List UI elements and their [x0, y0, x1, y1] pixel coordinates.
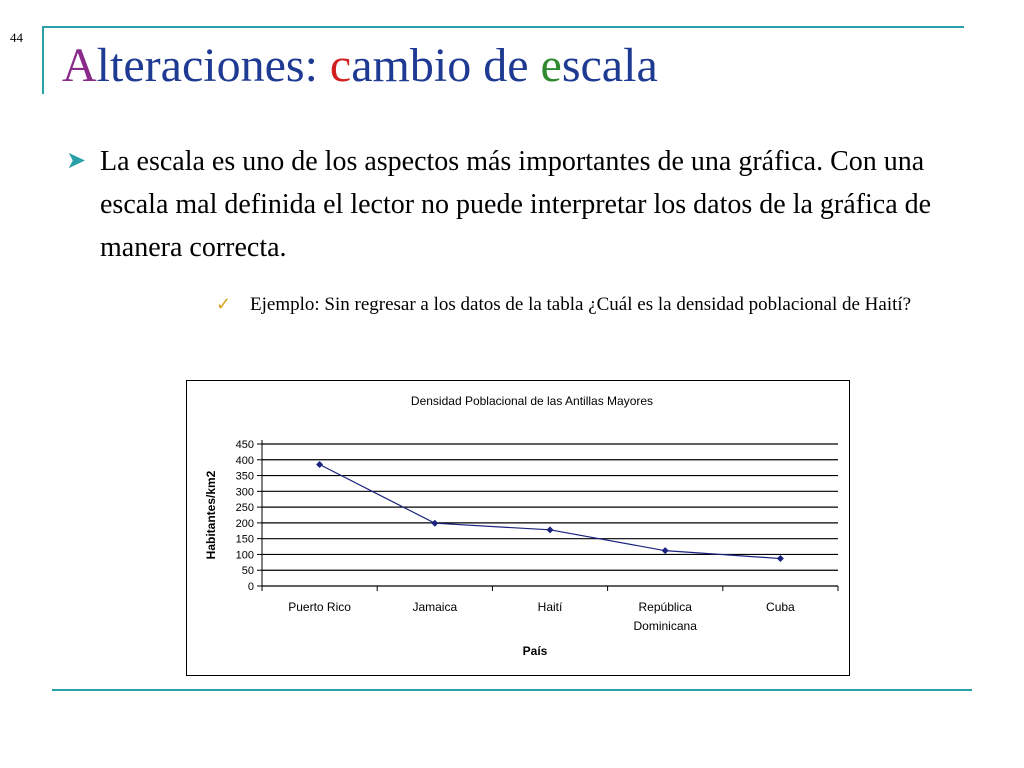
- y-tick-label: 450: [235, 439, 254, 451]
- data-point-marker: [316, 461, 323, 468]
- y-tick-label: 400: [235, 454, 254, 467]
- y-tick-label: 50: [241, 565, 254, 578]
- series-line: [320, 465, 781, 559]
- chart-container: [186, 380, 850, 676]
- frame-top-line: [42, 26, 964, 28]
- chart-title: Densidad Poblacional de las Antillas Mayores: [410, 394, 654, 408]
- data-point-marker: [662, 547, 669, 554]
- main-bullet-text: La escala es uno de los aspectos más importantes de una gráfica. Con una escala mal definida el lector no puede interpretar los datos de la gráfica de manera correcta.: [100, 146, 932, 263]
- x-tick-label: Jamaica: [412, 600, 458, 614]
- data-point-marker: [777, 555, 784, 562]
- x-tick-label: Dominicana: [633, 619, 697, 633]
- title-word-1: lteraciones:: [96, 39, 330, 92]
- footer-line: [52, 689, 972, 691]
- y-tick-label: 250: [235, 502, 254, 515]
- y-axis-label: Habitantes/km2: [204, 470, 218, 560]
- data-point-marker: [431, 520, 438, 527]
- slide-number: 44: [10, 30, 23, 45]
- x-tick-label: República: [638, 600, 692, 614]
- frame-vertical-line: [42, 26, 44, 94]
- title-word-2: ambio de: [351, 39, 541, 92]
- y-tick-label: 150: [235, 533, 254, 546]
- checkmark-icon: ✓: [216, 294, 232, 314]
- main-bullet: [66, 140, 966, 269]
- data-point-marker: [547, 526, 554, 533]
- slide-title: [62, 40, 658, 93]
- x-axis-label: País: [522, 644, 548, 658]
- sub-bullet-text: Ejemplo: Sin regresar a los datos de la tabla ¿Cuál es la densidad poblacional de Haití?: [250, 294, 912, 315]
- title-initial-e: e: [540, 39, 562, 92]
- title-initial-a: A: [62, 39, 97, 92]
- title-initial-c: c: [329, 39, 352, 92]
- arrow-bullet-icon: ➤: [66, 148, 87, 174]
- line-chart: [187, 381, 849, 675]
- y-tick-label: 200: [235, 517, 254, 530]
- sub-bullet: [216, 290, 936, 319]
- y-tick-label: 100: [235, 549, 254, 562]
- y-tick-label: 0: [247, 581, 254, 593]
- x-tick-label: Puerto Rico: [288, 600, 351, 614]
- title-word-3: scala: [561, 39, 658, 92]
- y-tick-label: 350: [235, 470, 254, 483]
- y-tick-label: 300: [235, 486, 254, 499]
- x-tick-label: Haití: [537, 600, 563, 614]
- x-tick-label: Cuba: [766, 600, 795, 614]
